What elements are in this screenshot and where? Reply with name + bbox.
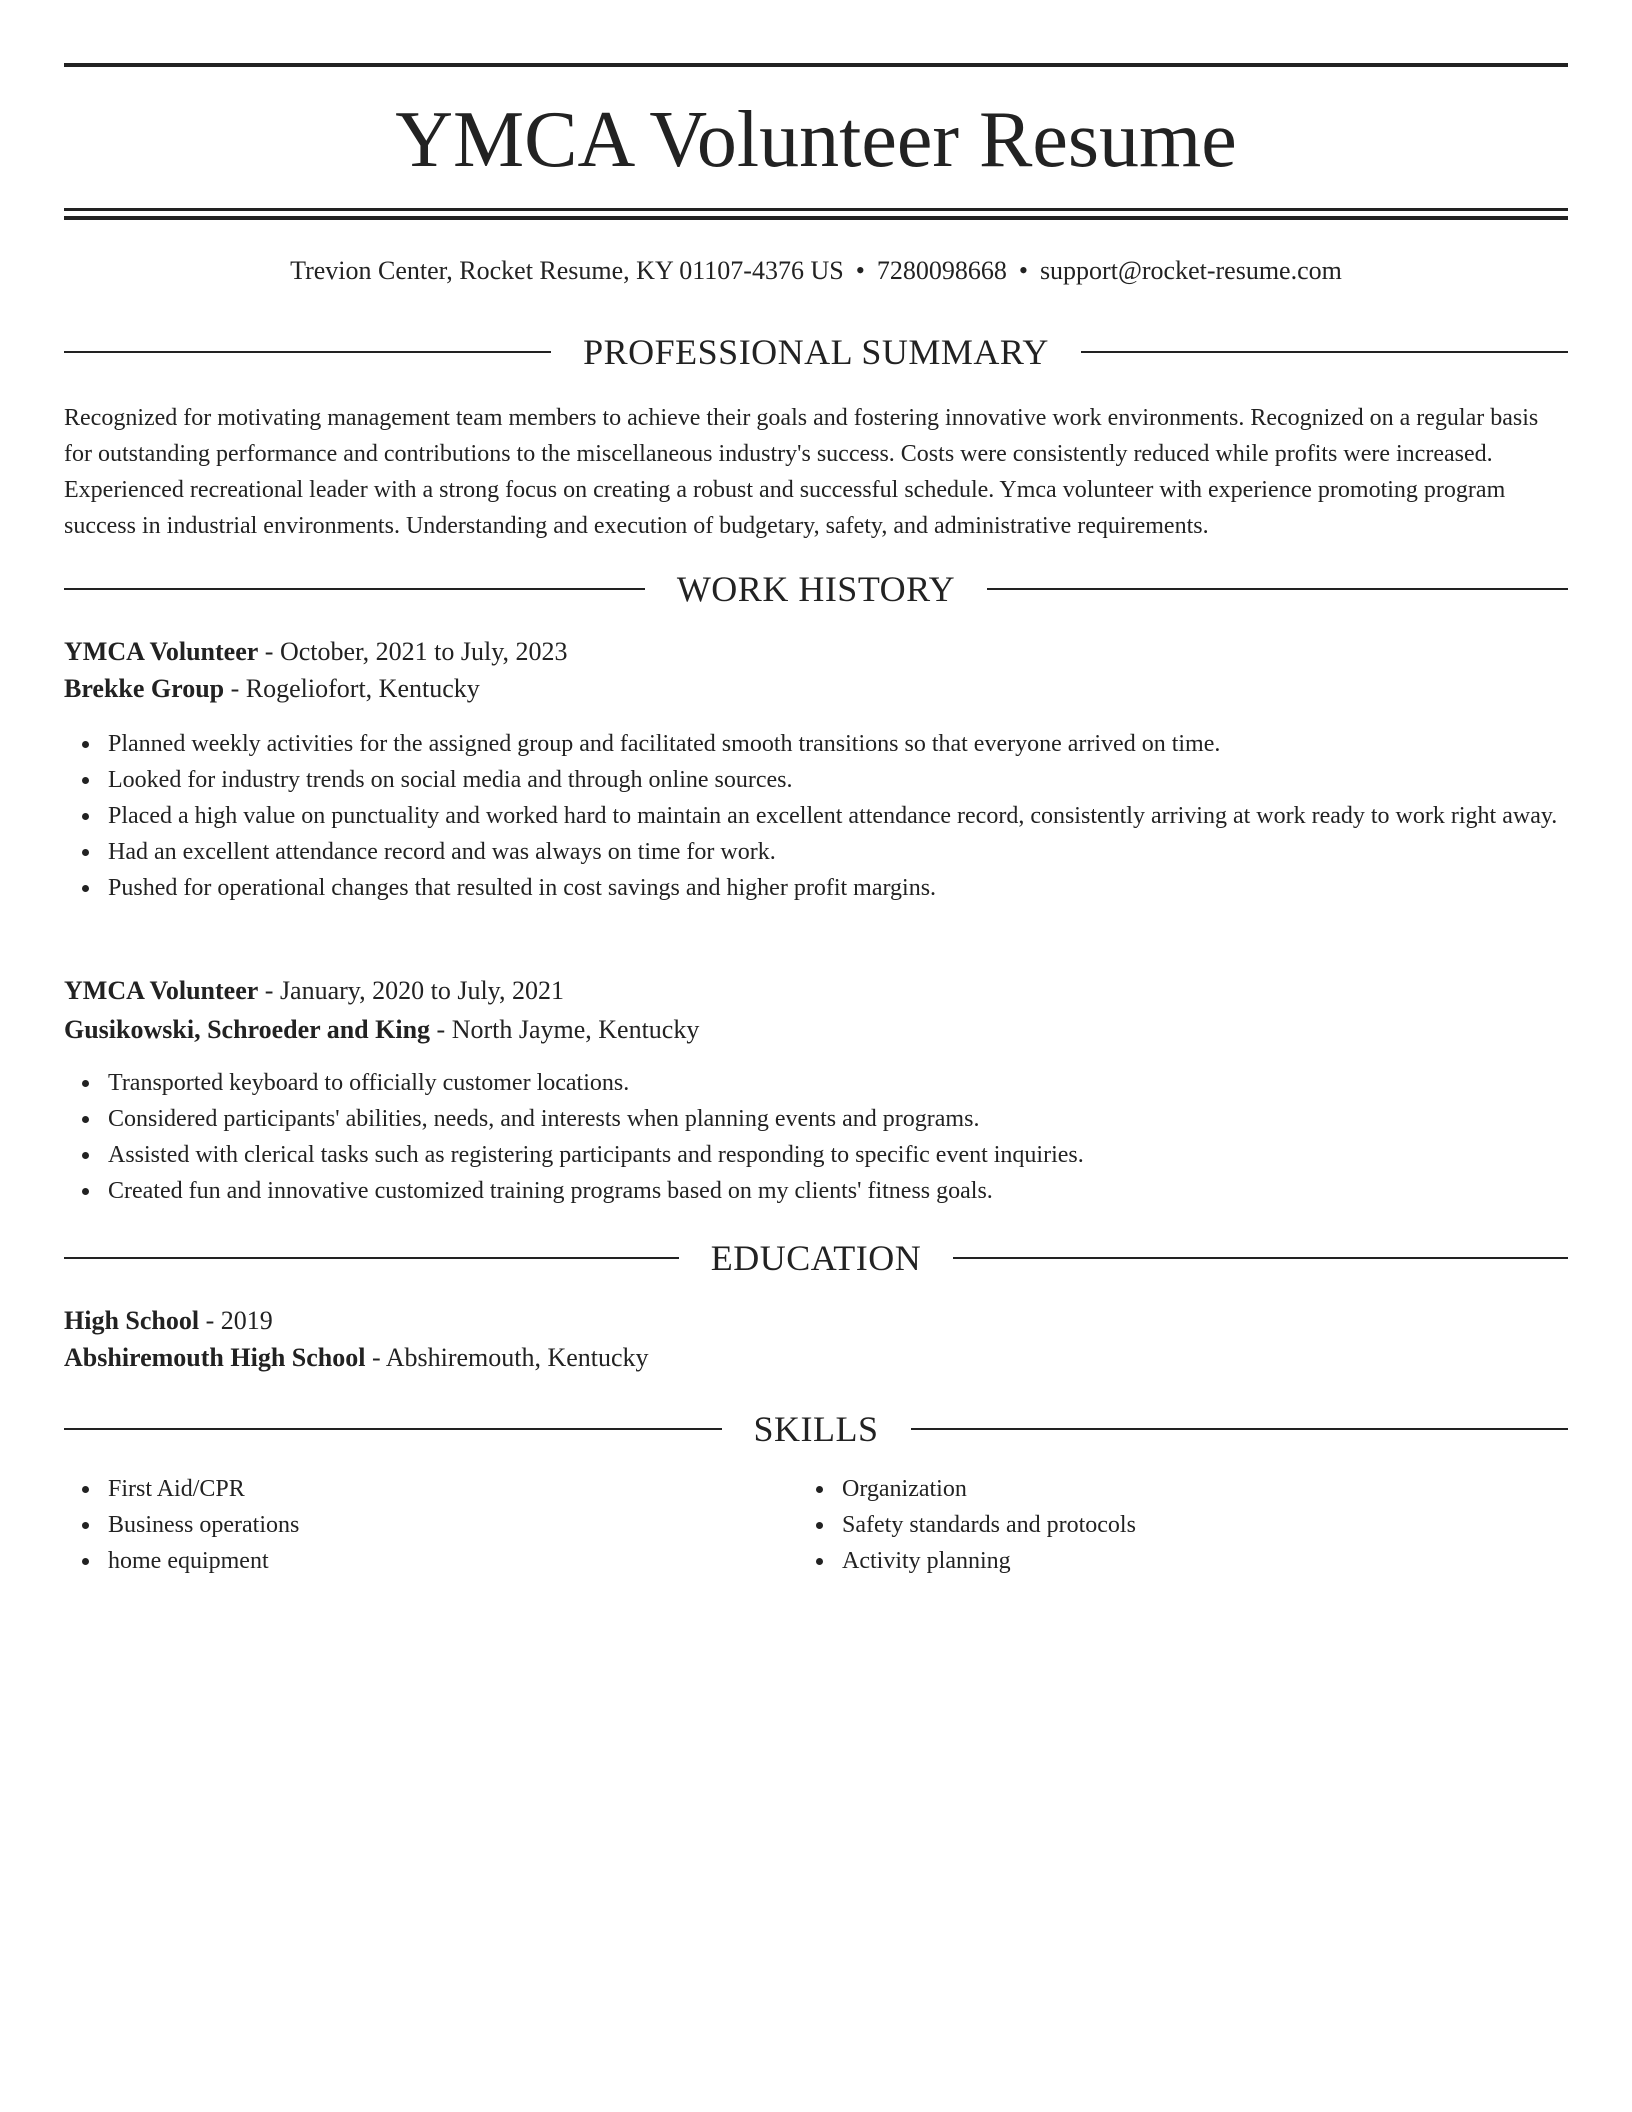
list-item: Planned weekly activities for the assigned group and facilitated smooth transitions so that everyone arrived on time. (108, 726, 1568, 762)
job-bullets (64, 1065, 1568, 1209)
list-item: Created fun and innovative customized training programs based on my clients' fitness goals. (108, 1173, 1568, 1209)
education-year: - 2019 (199, 1306, 273, 1335)
section-heading-skills (64, 1407, 1568, 1451)
contact-line (64, 253, 1568, 289)
job-title-line (64, 634, 1568, 670)
list-item: Considered participants' abilities, needs, and interests when planning events and programs. (108, 1101, 1568, 1137)
heading-rule (64, 351, 551, 353)
title-rule-thick (64, 216, 1568, 220)
list-item: Safety standards and protocols (842, 1507, 1542, 1543)
education-school-line (64, 1340, 1568, 1376)
section-title: EDUCATION (710, 1238, 922, 1278)
education-school: Abshiremouth High School (64, 1343, 366, 1372)
education-degree-line (64, 1303, 1568, 1339)
job-company-line (64, 1012, 1568, 1048)
skills-list-left (64, 1471, 808, 1579)
contact-phone: 7280098668 (876, 256, 1007, 285)
list-item: Transported keyboard to officially customer locations. (108, 1065, 1568, 1101)
contact-separator: • (855, 256, 865, 285)
list-item: Business operations (108, 1507, 808, 1543)
top-rule (64, 63, 1568, 67)
education-degree: High School (64, 1306, 200, 1335)
heading-rule (911, 1428, 1569, 1430)
job-company: Gusikowski, Schroeder and King (64, 1015, 431, 1044)
contact-separator: • (1018, 256, 1028, 285)
section-heading-education (64, 1236, 1568, 1280)
job-location: - North Jayme, Kentucky (430, 1015, 700, 1044)
list-item: Activity planning (842, 1543, 1542, 1579)
section-title: SKILLS (753, 1409, 879, 1449)
list-item: First Aid/CPR (108, 1471, 808, 1507)
heading-rule (64, 1257, 679, 1259)
title-rule-thin (64, 208, 1568, 211)
summary-text: Recognized for motivating management team members to achieve their goals and fostering innovative work environments. Recognized on a regular basis for outstanding performance and contributions to the miscellaneous industry's success. Costs were consistently reduced while profits were increased. Experienced recreational leader with a strong focus on creating a robust and successful schedule. Ymca volunteer with experience promoting program success in industrial environments. Understanding and execution of budgetary, safety, and administrative requirements. (64, 405, 1539, 539)
section-title: WORK HISTORY (676, 569, 956, 609)
heading-rule (64, 588, 645, 590)
job-title: YMCA Volunteer (64, 637, 259, 666)
job-company: Brekke Group (64, 674, 225, 703)
section-heading-summary (64, 330, 1568, 374)
job-dates: - October, 2021 to July, 2023 (258, 637, 568, 666)
page-title: YMCA Volunteer Resume (395, 96, 1237, 184)
education-location: - Abshiremouth, Kentucky (365, 1343, 649, 1372)
heading-rule (953, 1257, 1568, 1259)
list-item: Placed a high value on punctuality and worked hard to maintain an excellent attendance record, consistently arriving at work ready to work right away. (108, 798, 1568, 834)
heading-rule (64, 1428, 722, 1430)
job-location: - Rogeliofort, Kentucky (224, 674, 480, 703)
section-title: PROFESSIONAL SUMMARY (583, 332, 1049, 372)
contact-address: Trevion Center, Rocket Resume, KY 01107-4376 US (290, 256, 844, 285)
list-item: Pushed for operational changes that resulted in cost savings and higher profit margins. (108, 870, 1568, 906)
heading-rule (987, 588, 1568, 590)
skills-list-right (798, 1471, 1542, 1579)
list-item: Looked for industry trends on social media and through online sources. (108, 762, 1568, 798)
contact-email: support@rocket-resume.com (1039, 256, 1342, 285)
list-item: Had an excellent attendance record and was always on time for work. (108, 834, 1568, 870)
list-item: Assisted with clerical tasks such as registering participants and responding to specific event inquiries. (108, 1137, 1568, 1173)
list-item: home equipment (108, 1543, 808, 1579)
job-title-line (64, 973, 1568, 1009)
list-item: Organization (842, 1471, 1542, 1507)
job-dates: - January, 2020 to July, 2021 (258, 976, 564, 1005)
section-heading-work (64, 567, 1568, 611)
heading-rule (1081, 351, 1568, 353)
job-company-line (64, 671, 1568, 707)
job-title: YMCA Volunteer (64, 976, 259, 1005)
job-bullets (64, 726, 1568, 906)
